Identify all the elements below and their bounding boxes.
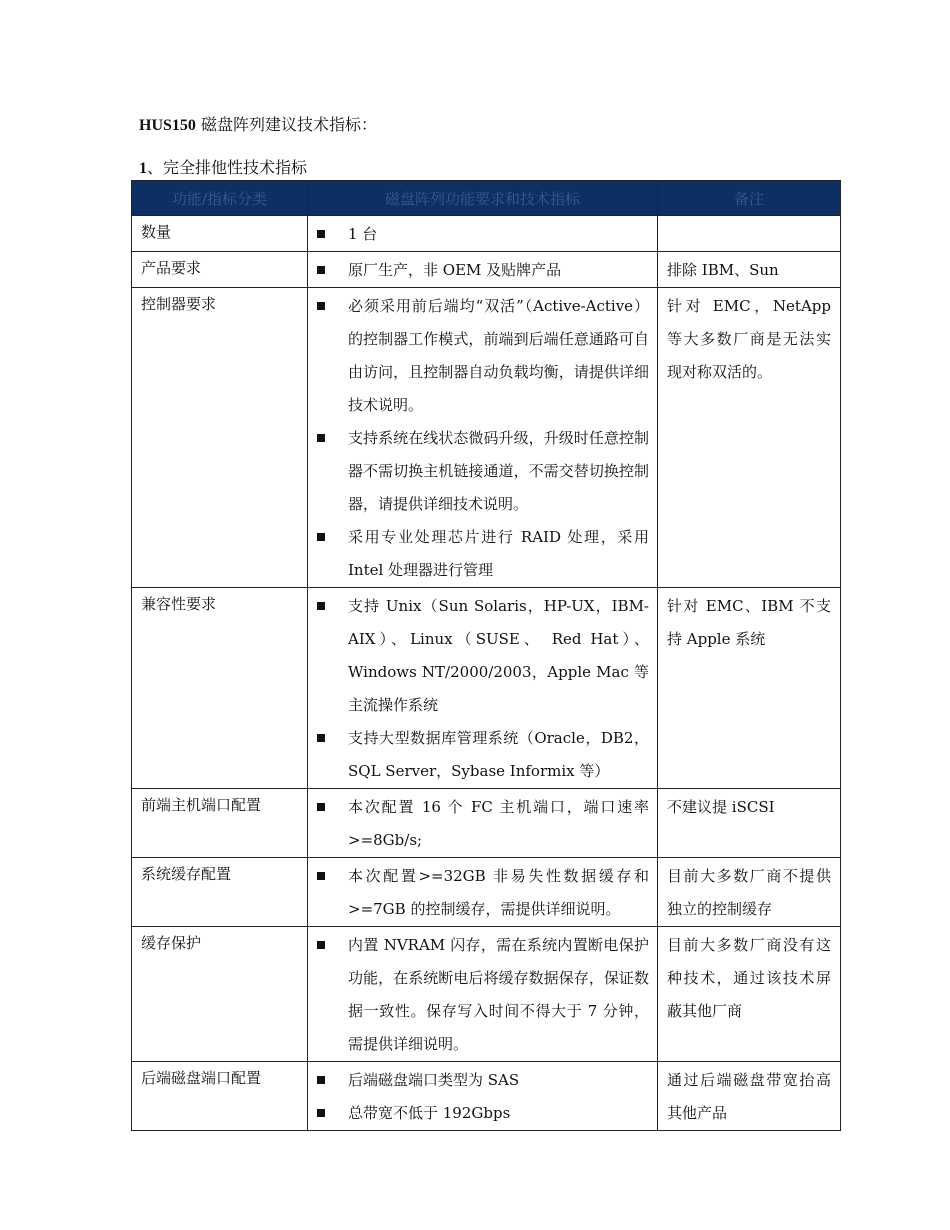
note-text: 不建议提 iSCSI xyxy=(667,798,775,816)
bullet-text: 本次配置>=32GB 非易失性数据缓存和>=7GB 的控制缓存，需提供详细说明。 xyxy=(348,867,649,918)
note-cell xyxy=(658,927,841,1062)
bullet-square-icon xyxy=(317,803,325,811)
requirement-cell xyxy=(308,1062,658,1131)
category-cell xyxy=(132,927,308,1062)
note-cell xyxy=(658,252,841,288)
note-text: 目前大多数厂商没有这种技术，通过该技术屏蔽其他厂商 xyxy=(667,936,831,1020)
table-row xyxy=(132,216,841,252)
category-text: 兼容性要求 xyxy=(141,595,217,613)
category-text: 后端磁盘端口配置 xyxy=(141,1069,262,1087)
note-text: 排除 IBM、Sun xyxy=(667,261,779,279)
category-text: 前端主机端口配置 xyxy=(141,796,262,814)
section-number: 1 xyxy=(139,160,147,177)
header-notes: 备注 xyxy=(658,181,841,216)
bullet-text: 内置 NVRAM 闪存，需在系统内置断电保护功能，在系统断电后将缓存数据保存，保证数据一致性。保存写入时间不得大于 7 分钟，需提供详细说明。 xyxy=(348,936,649,1053)
requirement-cell xyxy=(308,927,658,1062)
note-cell xyxy=(658,858,841,927)
table-row xyxy=(132,858,841,927)
requirement-cell xyxy=(308,216,658,252)
category-text: 产品要求 xyxy=(141,259,202,277)
bullet-square-icon xyxy=(317,266,325,274)
bullet-text: 支持 Unix（Sun Solaris，HP-UX，IBM-AIX）、Linux（SUSE、 Red Hat）、Windows NT/2000/2003，Apple Mac 等主流操作系统 xyxy=(348,597,649,714)
table-row xyxy=(132,288,841,588)
bullet-square-icon xyxy=(317,434,325,442)
table-row xyxy=(132,588,841,789)
requirement-cell xyxy=(308,588,658,789)
note-cell xyxy=(658,588,841,789)
bullet-text: 本次配置 16 个 FC 主机端口，端口速率>=8Gb/s; xyxy=(348,798,649,849)
bullet-item xyxy=(317,929,649,1061)
note-cell xyxy=(658,288,841,588)
table-row xyxy=(132,1062,841,1131)
bullet-item xyxy=(317,218,649,251)
bullet-item xyxy=(317,1064,649,1097)
table-row xyxy=(132,789,841,858)
category-cell xyxy=(132,288,308,588)
bullet-square-icon xyxy=(317,230,325,238)
bullet-item xyxy=(317,254,649,287)
bullet-text: 后端磁盘端口类型为 SAS xyxy=(348,1071,520,1089)
category-text: 系统缓存配置 xyxy=(141,865,232,883)
note-text: 目前大多数厂商不提供独立的控制缓存 xyxy=(667,867,831,918)
note-text: 通过后端磁盘带宽抬高其他产品 xyxy=(667,1071,831,1122)
document-title xyxy=(139,113,377,138)
bullet-item xyxy=(317,722,649,788)
category-cell xyxy=(132,252,308,288)
section-heading-text: 、完全排他性技术指标 xyxy=(147,158,308,177)
requirement-cell xyxy=(308,252,658,288)
requirement-cell xyxy=(308,789,658,858)
requirement-cell xyxy=(308,288,658,588)
bullet-square-icon xyxy=(317,872,325,880)
bullet-square-icon xyxy=(317,734,325,742)
category-cell xyxy=(132,1062,308,1131)
category-text: 缓存保护 xyxy=(141,934,202,952)
category-cell xyxy=(132,789,308,858)
bullet-text: 必须采用前后端均“双活”（Active-Active）的控制器工作模式，前端到后端任意通路可自由访问，且控制器自动负载均衡，请提供详细技术说明。 xyxy=(348,297,649,414)
table-header-row xyxy=(132,181,841,216)
note-cell xyxy=(658,216,841,252)
bullet-text: 1 台 xyxy=(348,225,378,243)
category-text: 数量 xyxy=(141,223,172,241)
note-text: 针对 EMC、IBM 不支持 Apple 系统 xyxy=(667,597,831,648)
note-text: 针对 EMC，NetApp 等大多数厂商是无法实现对称双活的。 xyxy=(667,297,831,381)
category-cell xyxy=(132,858,308,927)
header-requirements: 磁盘阵列功能要求和技术指标 xyxy=(308,181,658,216)
spec-table xyxy=(131,180,841,1131)
bullet-square-icon xyxy=(317,941,325,949)
bullet-square-icon xyxy=(317,1109,325,1117)
note-cell xyxy=(658,1062,841,1131)
table-row xyxy=(132,252,841,288)
bullet-square-icon xyxy=(317,302,325,310)
bullet-text: 支持大型数据库管理系统（Oracle，DB2，SQL Server，Sybase Informix 等） xyxy=(348,729,649,780)
note-cell xyxy=(658,789,841,858)
bullet-item xyxy=(317,590,649,722)
bullet-item xyxy=(317,1097,649,1130)
bullet-square-icon xyxy=(317,533,325,541)
bullet-item xyxy=(317,521,649,587)
bullet-text: 采用专业处理芯片进行 RAID 处理，采用 Intel 处理器进行管理 xyxy=(348,528,649,579)
header-category: 功能/指标分类 xyxy=(132,181,308,216)
category-text: 控制器要求 xyxy=(141,295,217,313)
bullet-square-icon xyxy=(317,1076,325,1084)
bullet-item xyxy=(317,422,649,521)
bullet-item xyxy=(317,290,649,422)
document-title-text: 磁盘阵列建议技术指标： xyxy=(195,115,377,134)
requirement-cell xyxy=(308,858,658,927)
bullet-item xyxy=(317,791,649,857)
bullet-text: 支持系统在线状态微码升级，升级时任意控制器不需切换主机链接通道，不需交替切换控制器，请提供详细技术说明。 xyxy=(348,429,649,513)
bullet-square-icon xyxy=(317,602,325,610)
document-title-model: HUS150 xyxy=(139,117,196,134)
bullet-text: 总带宽不低于 192Gbps xyxy=(348,1104,511,1122)
bullet-item xyxy=(317,860,649,926)
table-row xyxy=(132,927,841,1062)
category-cell xyxy=(132,216,308,252)
bullet-text: 原厂生产，非 OEM 及贴牌产品 xyxy=(348,261,562,279)
category-cell xyxy=(132,588,308,789)
section-heading xyxy=(139,156,307,181)
